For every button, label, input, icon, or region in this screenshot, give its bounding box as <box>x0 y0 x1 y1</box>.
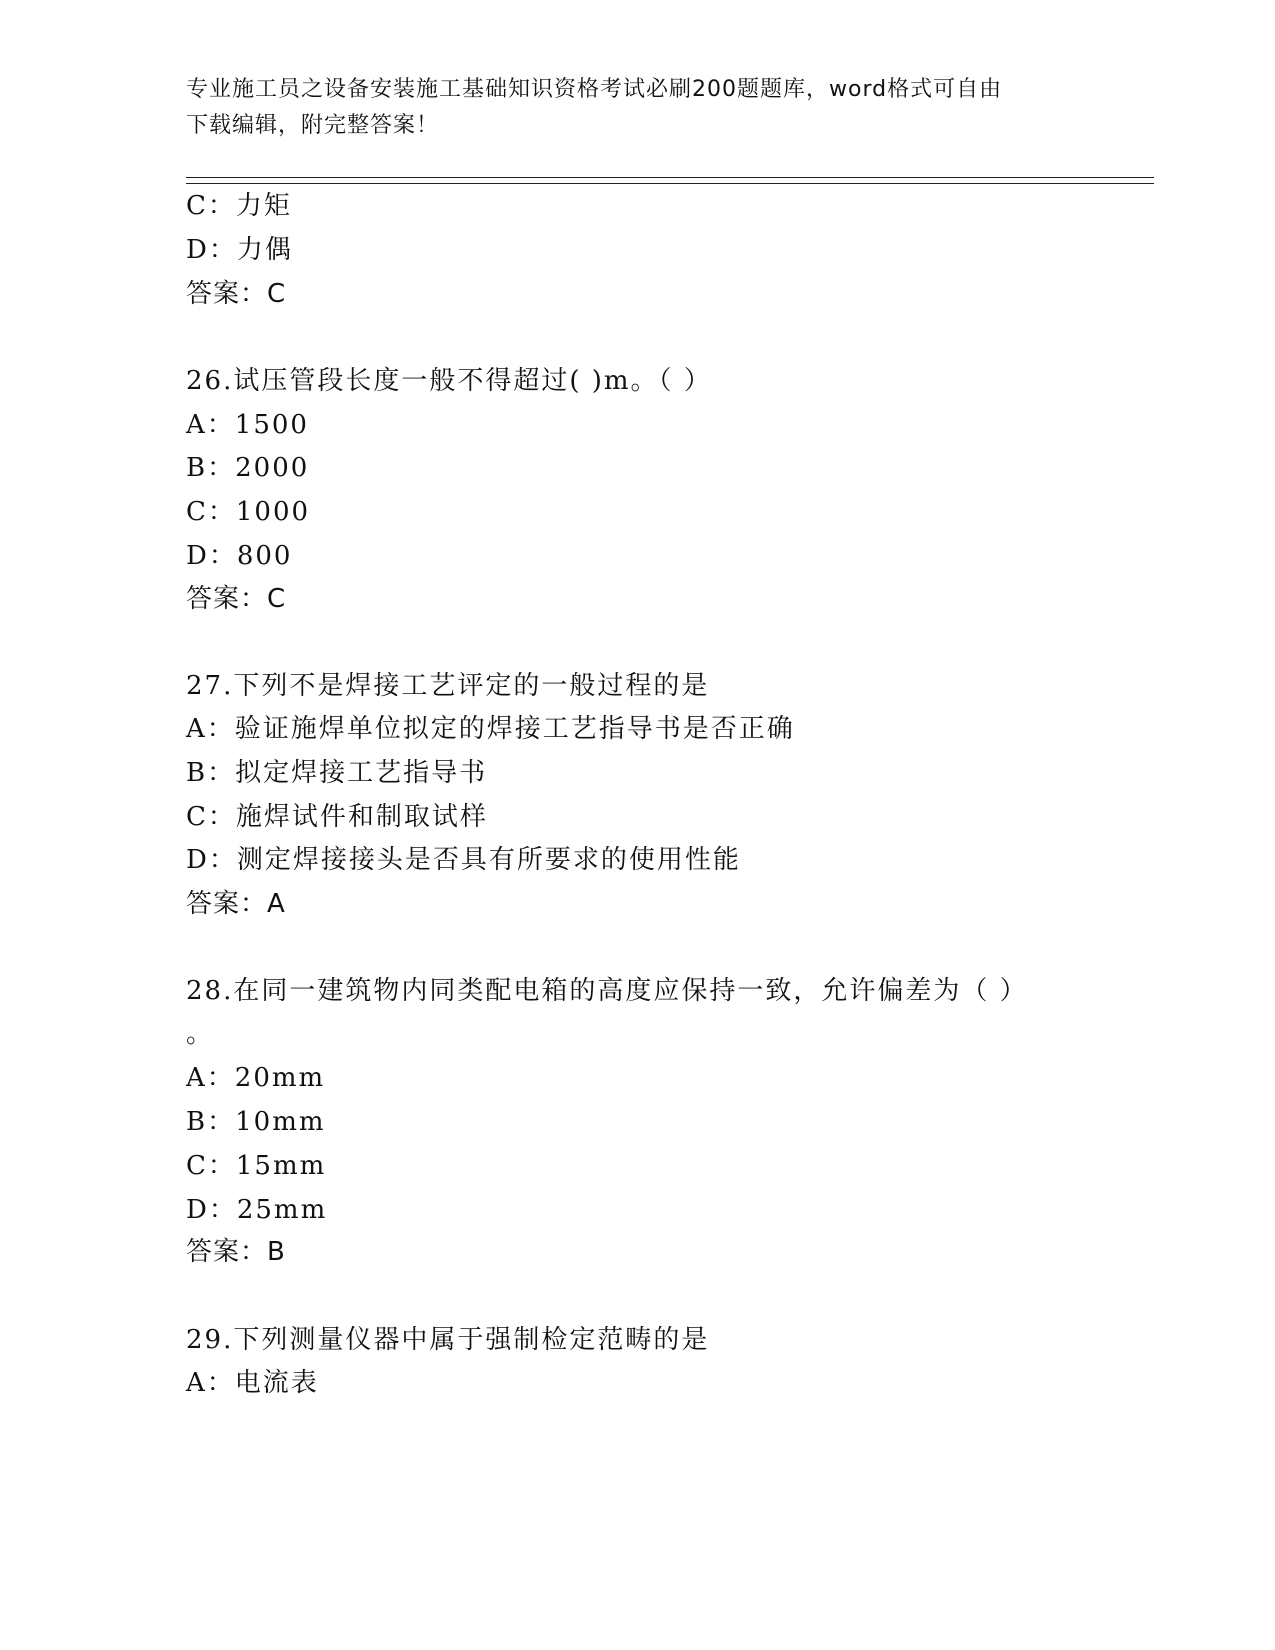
answer-line: 答案：A <box>186 889 286 919</box>
question-line: 28.在同一建筑物内同类配电箱的高度应保持一致，允许偏差为（ ） <box>186 976 1028 1006</box>
header-divider-top <box>186 177 1154 178</box>
answer-line: 答案：C <box>186 584 287 614</box>
option-line: C：1000 <box>186 497 311 527</box>
option-line: C：施焊试件和制取试样 <box>186 802 488 832</box>
option-line: B：拟定焊接工艺指导书 <box>186 758 488 788</box>
header-divider-bottom <box>186 183 1154 184</box>
answer-line: 答案：C <box>186 279 287 309</box>
option-line: D：测定焊接接头是否具有所要求的使用性能 <box>186 845 741 875</box>
option-line: A：1500 <box>186 410 309 440</box>
title-line-1: 专业施工员之设备安装施工基础知识资格考试必刷200题题库，word格式可自由 <box>186 77 1003 102</box>
option-line: D：25mm <box>186 1195 328 1225</box>
option-line: B：10mm <box>186 1107 326 1137</box>
option-line: A：20mm <box>186 1063 326 1093</box>
option-line: A：验证施焊单位拟定的焊接工艺指导书是否正确 <box>186 714 795 744</box>
question-line: 29.下列测量仪器中属于强制检定范畴的是 <box>186 1325 710 1355</box>
option-line: B：2000 <box>186 453 310 483</box>
question-line: 27.下列不是焊接工艺评定的一般过程的是 <box>186 671 710 701</box>
document-title <box>186 72 1086 144</box>
question-continuation: 。 <box>186 1019 215 1049</box>
option-line: A：电流表 <box>186 1368 319 1398</box>
answer-line: 答案：B <box>186 1237 286 1267</box>
option-line: C：15mm <box>186 1151 327 1181</box>
option-line: D：力偶 <box>186 235 293 265</box>
title-line-2: 下载编辑，附完整答案！ <box>186 113 440 138</box>
option-line: D：800 <box>186 541 293 571</box>
question-line: 26.试压管段长度一般不得超过( )m。（ ） <box>186 366 712 396</box>
option-line: C：力矩 <box>186 191 292 221</box>
